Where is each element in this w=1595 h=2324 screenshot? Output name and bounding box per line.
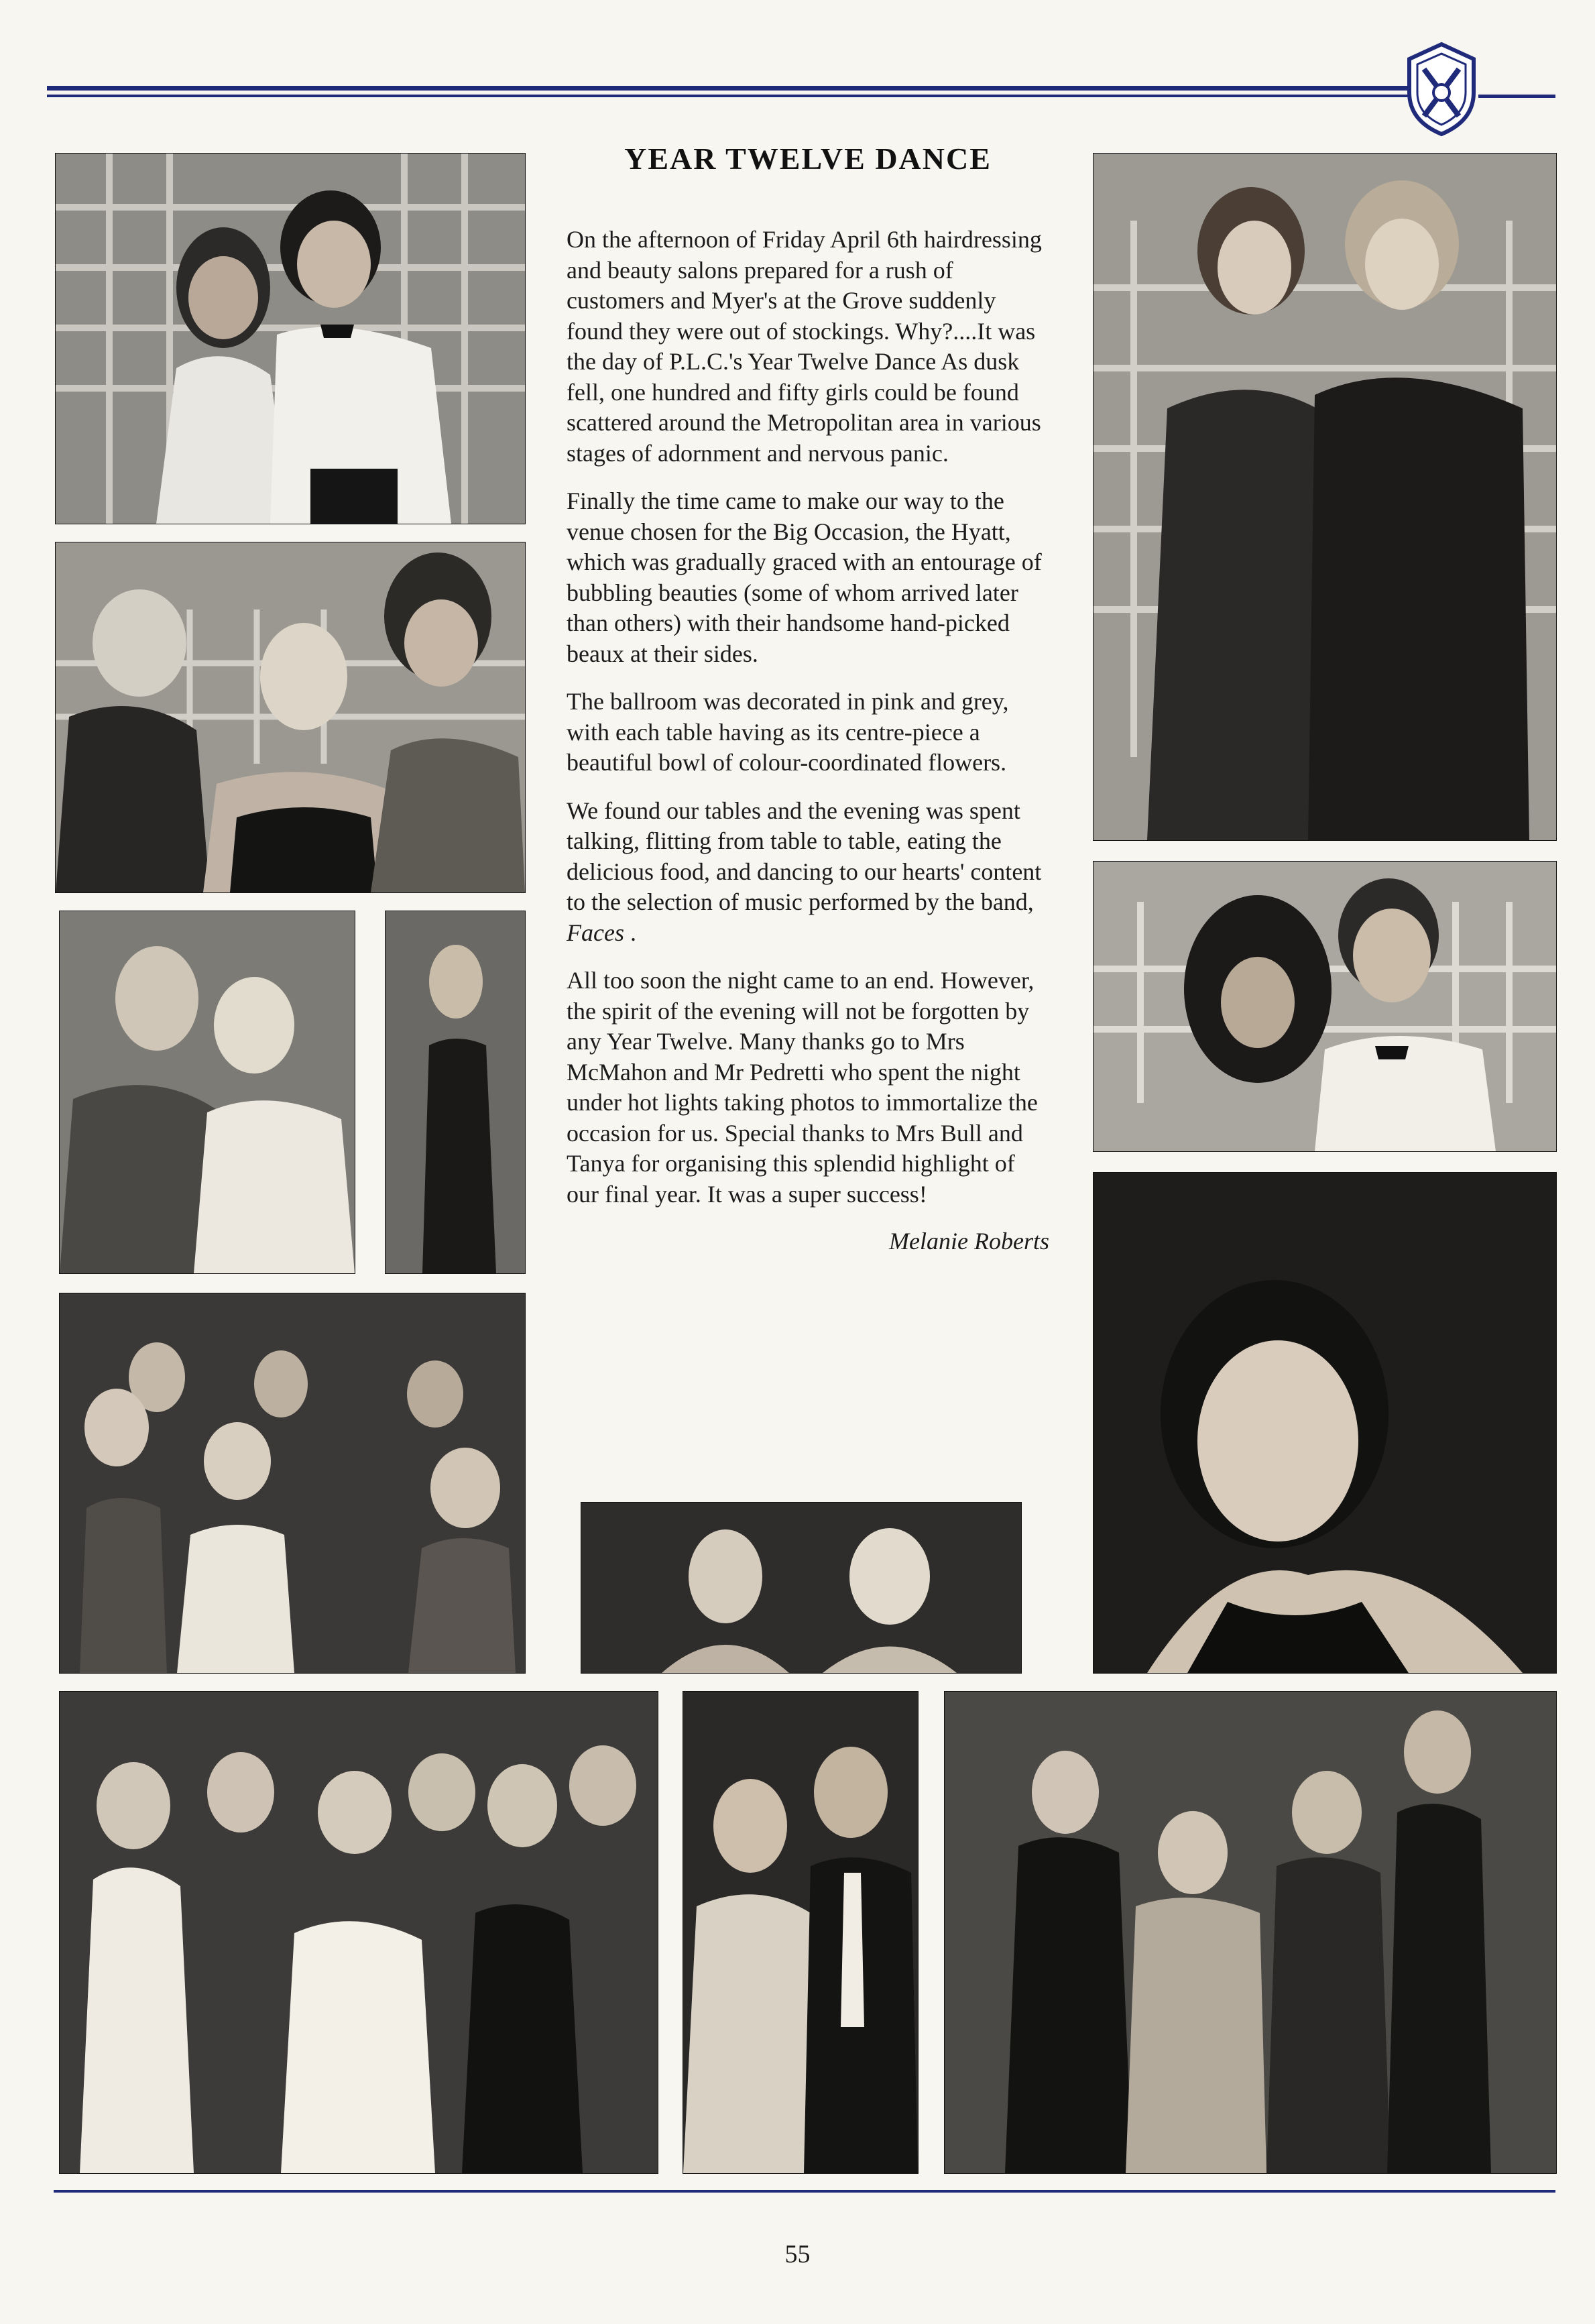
- article-paragraph: All too soon the night came to an end. However, the spirit of the evening will not be forgotten by any Year Twelve. Many thanks go to Mrs McMahon and Mr Pedretti who spent the night under hot lights taking photos to immortalize the occasion for us. Special thanks to Mrs Bull and Tanya for organising this splendid highlight of our final year. It was a super success!: [567, 967, 1038, 1208]
- footer-rule: [54, 2190, 1555, 2193]
- page-number: 55: [784, 2240, 811, 2268]
- article-title: YEAR TWELVE DANCE: [624, 141, 992, 176]
- photo-two-girls-closeup: [581, 1502, 1022, 1674]
- photo-girl-portrait: [1093, 1172, 1557, 1674]
- band-name: Faces: [567, 919, 624, 946]
- photo-girl-dark-gown: [385, 911, 526, 1274]
- photo-couple-bowtie: [1093, 861, 1557, 1152]
- header-rule-right: [1478, 95, 1555, 98]
- article-paragraph: The ballroom was decorated in pink and grey, with each table having as its centre-piece a beautiful bowl of colour-coordinated flowers.: [567, 688, 1009, 776]
- photo-couple-formal: [683, 1691, 919, 2174]
- article-paragraph: On the afternoon of Friday April 6th hairdressing and beauty salons prepared for a rush of customers and Myer's at the Grove suddenly found they were out of stockings. Why?....It was the day of P.L.C.'s Year Twelve Dance As dusk fell, one hundred and fifty girls could be found scattered around the Metropolitan area in various stages of adornment and nervous panic.: [567, 226, 1042, 467]
- article: [567, 141, 1049, 1255]
- photo-staff-and-students: [944, 1691, 1557, 2174]
- article-paragraph: [567, 796, 1049, 949]
- header-rule: [47, 86, 1427, 99]
- school-crest-icon: [1401, 39, 1482, 139]
- photo-two-girls-standing: [1093, 153, 1557, 841]
- article-paragraph-text: We found our tables and the evening was spent talking, flitting from table to table, eating the delicious food, and dancing to our hearts' content to the selection of music performed by the band,: [567, 797, 1042, 915]
- article-author: Melanie Roberts: [889, 1228, 1049, 1255]
- photo-group-couples: [59, 1293, 526, 1674]
- photo-two-girls-gowns: [59, 911, 355, 1274]
- article-paragraph: Finally the time came to make our way to the venue chosen for the Big Occasion, the Hyatt, which was gradually graced with an entourage of bubbling beauties (some of whom arrived later than others) with their handsome hand-picked beaux at their sides.: [567, 487, 1042, 667]
- article-paragraph-end: .: [624, 919, 636, 946]
- photo-couple-white-tux: [55, 153, 526, 524]
- photo-three-girls: [55, 542, 526, 893]
- photo-large-group-girls: [59, 1691, 658, 2174]
